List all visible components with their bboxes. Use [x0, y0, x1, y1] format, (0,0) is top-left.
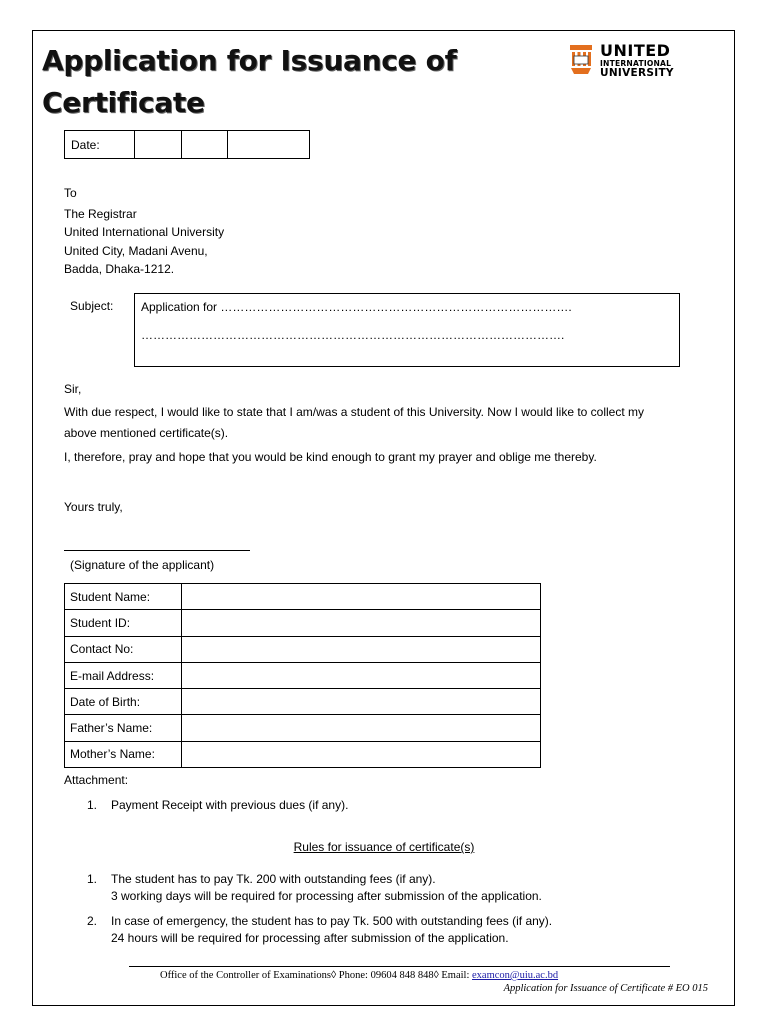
list-number: 1. — [87, 798, 98, 812]
signature-caption: (Signature of the applicant) — [70, 558, 215, 572]
subject-label: Subject: — [70, 299, 114, 313]
student-id-field[interactable] — [182, 610, 541, 636]
logo-line-1: UNITED — [600, 41, 671, 60]
rule-line-1: The student has to pay Tk. 200 with outstanding fees (if any). — [111, 872, 436, 886]
list-text — [111, 913, 552, 947]
address-line-3: United City, Madani Avenu, — [64, 244, 208, 258]
mothers-name-field[interactable] — [182, 741, 541, 767]
address-line-2: United International University — [64, 225, 225, 239]
address-to: To — [64, 186, 77, 200]
date-cell-month[interactable] — [182, 131, 228, 159]
list-text — [111, 871, 542, 905]
field-label: E-mail Address: — [65, 662, 182, 688]
table-row — [65, 715, 541, 741]
table-row — [65, 741, 541, 767]
page-border — [32, 30, 735, 1006]
date-cell-year[interactable] — [228, 131, 310, 159]
crest-icon — [568, 42, 594, 78]
subject-box[interactable] — [134, 293, 680, 367]
field-label: Student ID: — [65, 610, 182, 636]
attachment-label: Attachment: — [64, 773, 129, 787]
field-label: Contact No: — [65, 636, 182, 662]
list-number: 1. — [87, 872, 98, 886]
contact-no-field[interactable] — [182, 636, 541, 662]
date-label: Date: — [65, 131, 135, 159]
fathers-name-field[interactable] — [182, 715, 541, 741]
body-paragraph-2: I, therefore, pray and hope that you would be kind enough to grant my prayer and oblige me thereby. — [64, 450, 597, 464]
student-info-table — [64, 583, 541, 768]
footer-email-link[interactable]: examcon@uiu.ac.bd — [472, 970, 559, 981]
date-of-birth-field[interactable] — [182, 689, 541, 715]
document-title — [42, 40, 542, 124]
closing: Yours truly, — [64, 500, 123, 514]
form-number: Application for Issuance of Certificate # EO 015 — [503, 983, 708, 994]
rule-line-2: 3 working days will be required for processing after submission of the application. — [111, 889, 542, 903]
title-line-1: Application for Issuance of — [42, 44, 457, 77]
logo-wordmark — [600, 42, 674, 79]
logo-line-2: INTERNATIONAL — [600, 59, 672, 68]
salutation: Sir, — [64, 382, 82, 396]
body-paragraph-1-line-1: With due respect, I would like to state that I am/was a student of this University. Now I would like to collect my — [64, 405, 645, 419]
address-line-4: Badda, Dhaka-1212. — [64, 262, 175, 276]
table-row — [65, 610, 541, 636]
date-table — [64, 130, 310, 159]
list-number: 2. — [87, 914, 98, 928]
student-name-field[interactable] — [182, 584, 541, 610]
table-row — [65, 662, 541, 688]
field-label: Mother’s Name: — [65, 741, 182, 767]
rule-line-1: In case of emergency, the student has to pay Tk. 500 with outstanding fees (if any). — [111, 914, 553, 928]
title-line-2: Certificate — [42, 86, 205, 119]
rules-heading: Rules for issuance of certificate(s) — [293, 840, 475, 854]
field-label: Father’s Name: — [65, 715, 182, 741]
table-row — [65, 584, 541, 610]
address-line-1: The Registrar — [64, 207, 137, 221]
subject-line-2: ……………………………………………………………………………………………. — [141, 328, 565, 342]
body-paragraph-1-line-2: above mentioned certificate(s). — [64, 426, 229, 440]
table-row — [65, 689, 541, 715]
rule-line-2: 24 hours will be required for processing after submission of the application. — [111, 931, 509, 945]
subject-line-1: Application for ……………………………………………………………………………. — [141, 300, 572, 314]
footer-office-text: Office of the Controller of Examinations◊ Phone: 09604 848 848◊ Email: — [160, 970, 473, 981]
footer-divider — [129, 966, 670, 967]
date-cell-day[interactable] — [135, 131, 182, 159]
logo-line-3: UNIVERSITY — [600, 67, 674, 79]
email-field[interactable] — [182, 662, 541, 688]
field-label: Student Name: — [65, 584, 182, 610]
footer-office — [160, 970, 558, 981]
university-logo — [568, 42, 688, 80]
list-text: Payment Receipt with previous dues (if any). — [111, 798, 349, 812]
table-row — [65, 636, 541, 662]
field-label: Date of Birth: — [65, 689, 182, 715]
signature-line[interactable] — [64, 550, 250, 551]
